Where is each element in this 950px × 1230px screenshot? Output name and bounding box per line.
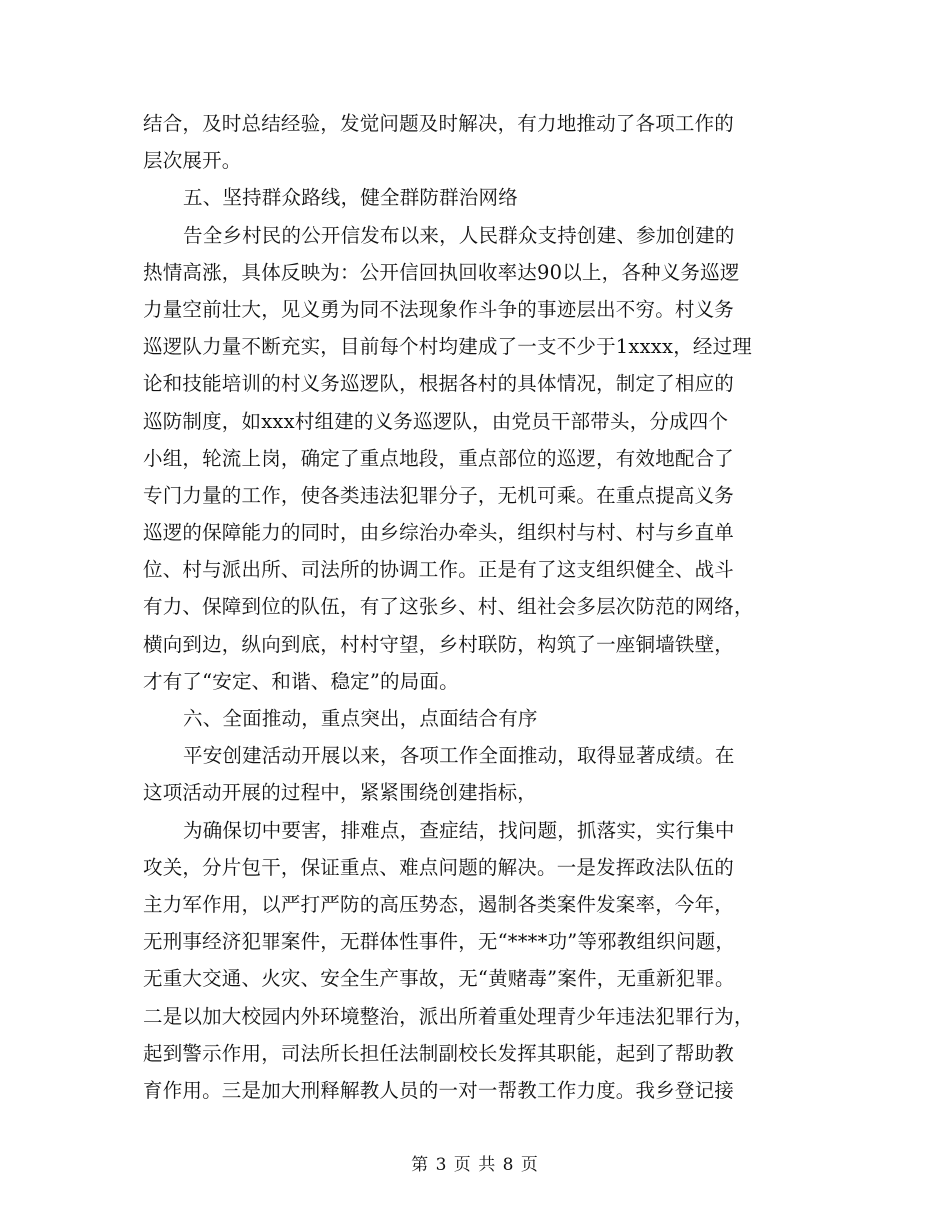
text-line: 论和技能培训的村义务巡逻队，根据各村的具体情况，制定了相应的 [143, 372, 735, 396]
text-line: 无刑事经济犯罪案件，无群体性事件，无“****功”等邪教组织问题， [143, 930, 736, 954]
text-line: 横向到边，纵向到底，村村守望，乡村联防，构筑了一座铜墙铁壁， [143, 632, 735, 656]
text-line: 结合，及时总结经验，发觉问题及时解决，有力地推动了各项工作的 [143, 112, 735, 135]
text-line: 育作用。三是加大刑释解教人员的一对一帮教工作力度。我乡登记接 [143, 1078, 735, 1102]
text-line: 巡逻队力量不断充实，目前每个村均建成了一支不少于1xxxx，经过理 [143, 335, 752, 359]
text-line: 巡逻的保障能力的同时，由乡综治办牵头，组织村与村、村与乡直单 [143, 521, 735, 545]
text-line: 有力、保障到位的队伍，有了这张乡、村、组社会多层次防范的网络， [143, 595, 754, 619]
text-line: 攻关，分片包干，保证重点、难点问题的解决。一是发挥政法队伍的 [143, 855, 735, 879]
text-line: 专门力量的工作，使各类违法犯罪分子，无机可乘。在重点提高义务 [143, 483, 735, 507]
text-line: 二是以加大校园内外环境整治，派出所着重处理青少年违法犯罪行为， [143, 1004, 754, 1028]
text-line: 才有了“安定、和谐、稳定”的局面。 [143, 669, 459, 693]
text-line: 主力军作用，以严打严防的高压势态，遏制各类案件发案率，今年， [143, 892, 735, 916]
text-line: 告全乡村民的公开信发布以来，人民群众支持创建、参加创建的 [183, 223, 735, 247]
text-line: 起到警示作用，司法所长担任法制副校长发挥其职能，起到了帮助教 [143, 1041, 735, 1065]
text-line: 巡防制度，如xxx村组建的义务巡逻队，由党员干部带头，分成四个 [143, 409, 729, 433]
text-line: 层次展开。 [143, 149, 242, 173]
text-line: 力量空前壮大，见义勇为同不法现象作斗争的事迹层出不穷。村义务 [143, 297, 735, 321]
body-text [143, 105, 807, 1109]
page-number-footer: 第 3 页 共 8 页 [411, 1155, 539, 1175]
text-line: 位、村与派出所、司法所的协调工作。正是有了这支组织健全、战斗 [143, 558, 735, 582]
text-line: 这项活动开展的过程中，紧紧围绕创建指标， [143, 781, 538, 805]
section-heading-five: 五、坚持群众路线，健全群防群治网络 [183, 186, 518, 210]
section-heading-six: 六、全面推动，重点突出，点面结合有序 [183, 707, 538, 730]
text-line: 为确保切中要害，排难点，查症结，找问题，抓落实，实行集中 [183, 818, 735, 842]
text-line: 热情高涨，具体反映为：公开信回执回收率达90以上，各种义务巡逻 [143, 260, 740, 284]
text-line: 平安创建活动开展以来，各项工作全面推动，取得显著成绩。在 [183, 744, 735, 768]
text-line: 无重大交通、火灾、安全生产事故，无“黄赌毒”案件，无重新犯罪。 [143, 967, 735, 991]
text-line: 小组，轮流上岗，确定了重点地段，重点部位的巡逻，有效地配合了 [143, 446, 735, 470]
